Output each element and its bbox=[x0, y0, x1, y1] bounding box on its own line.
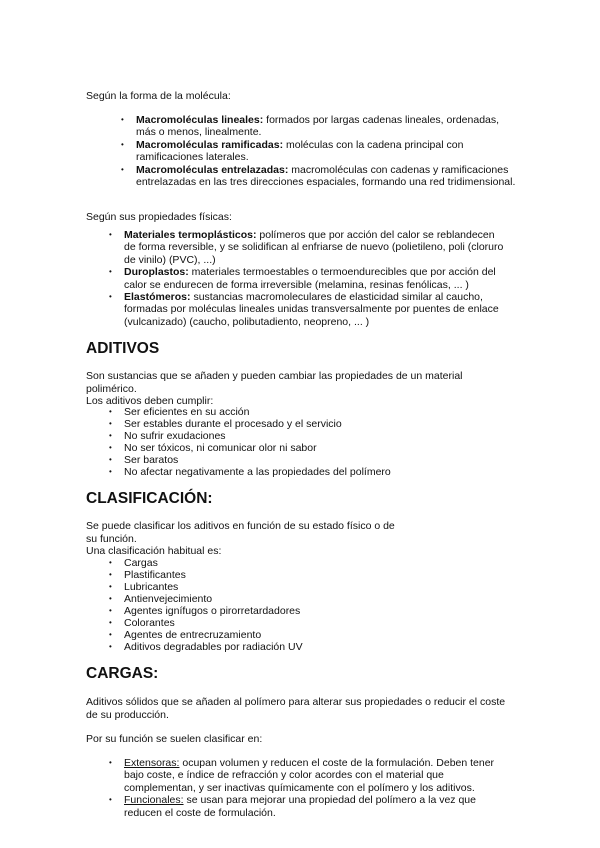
list-item: • Antienvejecimiento bbox=[109, 593, 213, 605]
aditivos-paragraph: Son sustancias que se añaden y pueden cambiar las propiedades de un material polimérico. bbox=[86, 370, 463, 395]
cargas-paragraph: Aditivos sólidos que se añaden al polímero para alterar sus propiedades o reducir el coste de su producción. bbox=[86, 696, 506, 721]
clasificacion-heading: CLASIFICACIÓN: bbox=[86, 490, 213, 507]
list-item: • No sufrir exudaciones bbox=[109, 430, 226, 442]
list-item: • Duroplastos: materiales termoestables o termoendurecibles que por acción del calor se endurecen de forma irreversible (melamina, resinas fenólicas, ... ) bbox=[109, 266, 496, 291]
clasificacion-paragraph: Se puede clasificar los aditivos en función de su estado físico o de su función. bbox=[86, 520, 395, 545]
molecula-intro: Según la forma de la molécula: bbox=[86, 90, 231, 102]
aditivos-requirements-intro: Los aditivos deben cumplir: bbox=[86, 395, 214, 407]
list-item: • Elastómeros: sustancias macromoleculares de elasticidad similar al caucho, formadas por moléculas lineales unidas transversalmente por puentes de enlace (vulcanizado) (caucho, polibutadiento, neopreno, ... ) bbox=[109, 291, 499, 328]
list-item: • Agentes de entrecruzamiento bbox=[109, 629, 262, 641]
cargas-heading: CARGAS: bbox=[86, 665, 159, 682]
list-item: • Colorantes bbox=[109, 617, 175, 629]
list-item: • Macromoléculas lineales: formados por largas cadenas lineales, ordenadas, más o menos, linealmente. bbox=[121, 114, 500, 139]
list-item: • Plastificantes bbox=[109, 569, 186, 581]
list-item: • Macromoléculas ramificadas: moléculas con la cadena principal con ramificaciones laterales. bbox=[121, 138, 464, 164]
list-item: • Macromoléculas entrelazadas: macromoléculas con cadenas y ramificaciones entrelazadas en las tres direcciones espaciales, formando una red tridimensional. bbox=[121, 163, 516, 189]
fisicas-intro: Según sus propiedades físicas: bbox=[86, 211, 232, 223]
cargas-list bbox=[109, 757, 509, 819]
clasificacion-list bbox=[109, 557, 509, 653]
clasificacion-list-intro: Una clasificación habitual es: bbox=[86, 545, 222, 557]
aditivos-heading: ADITIVOS bbox=[86, 340, 160, 357]
aditivos-list bbox=[109, 406, 504, 478]
list-item: • Ser estables durante el procesado y el servicio bbox=[109, 418, 342, 430]
list-item: • Funcionales: se usan para mejorar una propiedad del polímero a la vez que reducen el coste de formulación. bbox=[109, 794, 476, 819]
list-item: • No afectar negativamente a las propiedades del polímero bbox=[109, 466, 391, 478]
list-item: • Ser baratos bbox=[109, 454, 179, 466]
list-item: • Ser eficientes en su acción bbox=[109, 406, 250, 418]
fisicas-list bbox=[109, 229, 509, 328]
list-item: • Cargas bbox=[109, 557, 158, 569]
list-item: • Agentes ignífugos o pirorretardadores bbox=[109, 605, 301, 617]
list-item: • Aditivos degradables por radiación UV bbox=[109, 641, 303, 653]
list-item: • Materiales termoplásticos: polímeros que por acción del calor se reblandecen de forma reversible, y se solidifican al enfriarse de nuevo (polietileno, poli (cloruro de vinilo) (PVC), ...) bbox=[109, 229, 504, 266]
cargas-list-intro: Por su función se suelen clasificar en: bbox=[86, 733, 263, 745]
list-item: • No ser tóxicos, ni comunicar olor ni sabor bbox=[109, 442, 317, 454]
molecula-list bbox=[121, 114, 516, 189]
list-item: • Lubricantes bbox=[109, 581, 179, 593]
list-item: • Extensoras: ocupan volumen y reducen el coste de la formulación. Deben tener bajo coste, e índice de refracción y color acordes con el material que complementan, y ser inactivas químicamente con el polímero y los aditivos. bbox=[109, 757, 495, 794]
